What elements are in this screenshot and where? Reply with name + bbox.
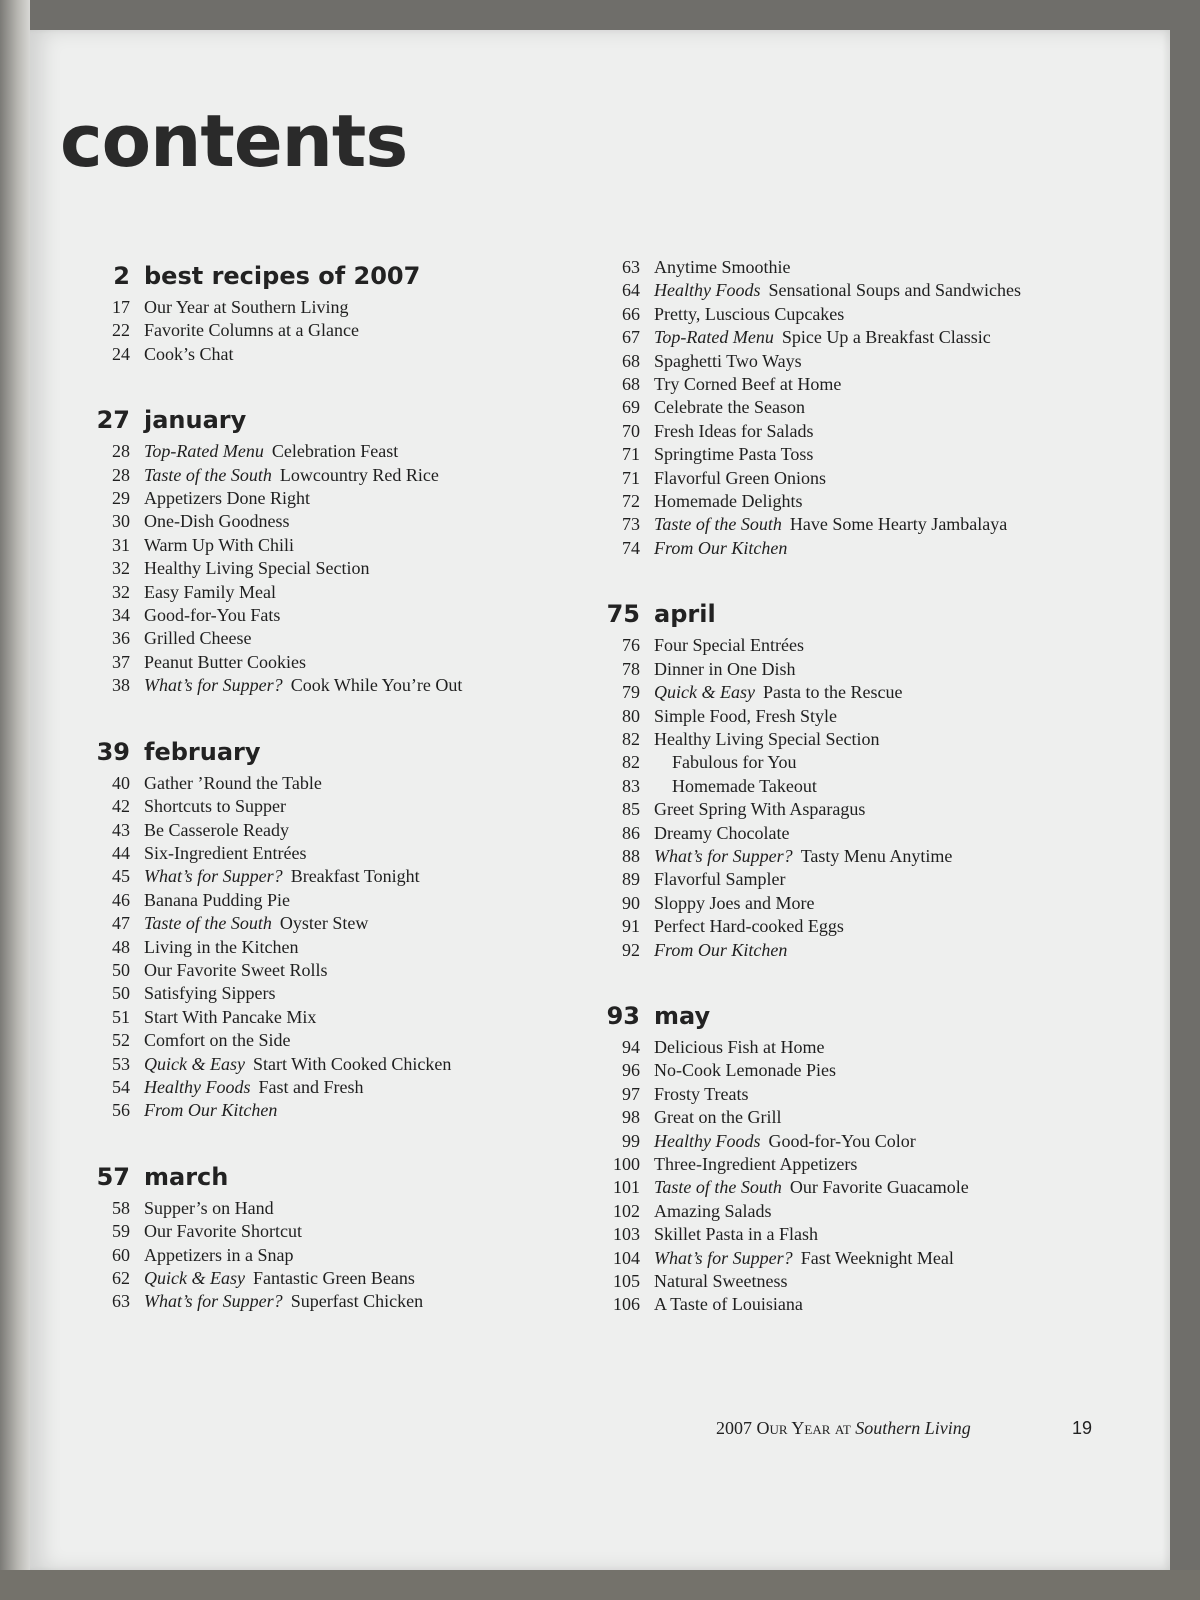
entry-title: Lowcountry Red Rice [279, 464, 439, 485]
section-title: march [144, 1162, 229, 1191]
entry-page-number: 104 [613, 1247, 640, 1268]
section-title: january [144, 406, 247, 435]
section-heading [82, 1163, 542, 1191]
entry-page-number: 100 [613, 1154, 640, 1174]
entry-page-number: 31 [112, 534, 130, 555]
toc-entry [82, 1099, 542, 1122]
entry-page-number: 80 [622, 705, 640, 726]
entry-page-number: 29 [112, 488, 130, 509]
toc-entry [592, 256, 1062, 279]
toc-entry [82, 296, 542, 319]
footer-series: Our Year at [756, 1418, 851, 1438]
toc-entry [82, 819, 542, 842]
section-page-number: 2 [113, 262, 130, 290]
entry-column-name: Quick & Easy [654, 682, 755, 703]
toc-entry [592, 892, 1062, 915]
entry-title: A Taste of Louisiana [654, 1294, 803, 1315]
toc-section [82, 406, 542, 697]
entry-column-name: Quick & Easy [144, 1053, 245, 1074]
toc-entry [592, 1059, 1062, 1082]
entry-page-number: 83 [622, 775, 640, 796]
entry-page-number: 38 [112, 675, 130, 696]
toc-entry [82, 1290, 542, 1313]
toc-entry [82, 440, 542, 463]
entry-page-number: 72 [622, 491, 640, 512]
entry-title: Perfect Hard-cooked Eggs [654, 916, 844, 937]
entry-column-name: What’s for Supper? [654, 845, 793, 866]
toc-entry [592, 513, 1062, 536]
toc-entry [592, 420, 1062, 443]
entry-page-number: 28 [112, 464, 130, 485]
toc-entry [82, 604, 542, 627]
toc-entry [592, 443, 1062, 466]
toc-entry [82, 319, 542, 342]
toc-entry [592, 915, 1062, 938]
entry-column-name: Taste of the South [654, 1177, 782, 1198]
entry-title: Good-for-You Color [768, 1130, 916, 1151]
entry-title: Dreamy Chocolate [654, 822, 790, 843]
entry-title: Dinner in One Dish [654, 658, 796, 679]
entry-column-name: Top-Rated Menu [144, 441, 264, 462]
toc-entry [82, 674, 542, 697]
toc-entry [82, 343, 542, 366]
section-page-number: 57 [96, 1162, 130, 1191]
entry-title: Shortcuts to Supper [144, 796, 286, 817]
entry-title: Try Corned Beef at Home [654, 374, 842, 395]
toc-entry [592, 705, 1062, 728]
entry-page-number: 40 [112, 772, 130, 793]
entry-page-number: 85 [622, 799, 640, 820]
entry-page-number: 44 [112, 842, 130, 863]
page-number: 19 [1072, 1418, 1093, 1438]
entry-title: Four Special Entrées [654, 635, 804, 656]
toc-entry [82, 936, 542, 959]
toc-entry [592, 490, 1062, 513]
entry-title: Skillet Pasta in a Flash [654, 1224, 818, 1245]
toc-entry [592, 845, 1062, 868]
toc-entry [592, 751, 1062, 774]
entry-page-number: 34 [112, 605, 130, 626]
entry-title: Homemade Takeout [672, 775, 817, 796]
toc-entry [592, 350, 1062, 373]
entry-title: Cook While You’re Out [290, 675, 463, 696]
toc-entry [82, 889, 542, 912]
book-spine [0, 0, 30, 1600]
entry-title: Flavorful Sampler [654, 869, 786, 890]
entry-title: Our Year at Southern Living [144, 297, 349, 317]
entry-title: Cook’s Chat [144, 343, 234, 364]
toc-entry [592, 1223, 1062, 1246]
toc-entry [82, 959, 542, 982]
entry-title: Our Favorite Sweet Rolls [144, 959, 328, 980]
entry-page-number: 79 [622, 682, 640, 703]
entry-page-number: 53 [112, 1053, 130, 1074]
entry-page-number: 96 [622, 1060, 640, 1081]
entry-page-number: 71 [622, 444, 640, 465]
entry-title: Banana Pudding Pie [144, 889, 290, 910]
toc-entry [82, 772, 542, 795]
section-heading [592, 600, 1062, 628]
toc-entry [592, 373, 1062, 396]
toc-entry [592, 1130, 1062, 1153]
entry-page-number: 69 [622, 397, 640, 418]
entry-title: Simple Food, Fresh Style [654, 705, 838, 726]
entry-title: Healthy Living Special Section [144, 558, 370, 579]
right-column [592, 256, 1062, 1357]
entry-title: Celebration Feast [271, 441, 399, 462]
toc-entry [592, 1247, 1062, 1270]
toc-entry [592, 775, 1062, 798]
toc-entry [82, 912, 542, 935]
toc-section [82, 262, 542, 366]
entry-page-number: 45 [112, 866, 130, 887]
entry-title: Healthy Living Special Section [654, 728, 880, 749]
toc-entry [82, 1220, 542, 1243]
section-heading [82, 262, 542, 290]
entry-title: Have Some Hearty Jambalaya [789, 514, 1008, 535]
entry-title: Fast and Fresh [258, 1076, 364, 1097]
toc-entry [82, 464, 542, 487]
entry-page-number: 50 [112, 983, 130, 1004]
toc-section [592, 600, 1062, 962]
left-column [82, 262, 542, 1354]
entry-page-number: 78 [622, 658, 640, 679]
entry-page-number: 68 [622, 350, 640, 371]
entry-page-number: 51 [112, 1006, 130, 1027]
toc-entry [592, 1176, 1062, 1199]
section-heading [592, 1002, 1062, 1030]
entry-title: Frosty Treats [654, 1083, 749, 1104]
entry-title: Sloppy Joes and More [654, 892, 815, 913]
entry-title: Anytime Smoothie [654, 257, 791, 277]
entry-title: Flavorful Green Onions [654, 467, 826, 488]
toc-entry [82, 581, 542, 604]
entry-column-name: Quick & Easy [144, 1268, 245, 1288]
entry-page-number: 60 [112, 1244, 130, 1265]
entry-page-number: 43 [112, 819, 130, 840]
entry-column-name: What’s for Supper? [144, 675, 283, 696]
toc-entry [82, 627, 542, 650]
entry-page-number: 52 [112, 1030, 130, 1051]
entry-title: Appetizers in a Snap [144, 1244, 294, 1265]
toc-entry [592, 396, 1062, 419]
entry-title: Peanut Butter Cookies [144, 651, 306, 672]
entry-page-number: 32 [112, 558, 130, 579]
entry-title: Comfort on the Side [144, 1030, 291, 1051]
section-title: may [654, 1001, 711, 1030]
entry-title: Springtime Pasta Toss [654, 444, 814, 465]
toc-entry [592, 728, 1062, 751]
section-heading [82, 406, 542, 434]
entry-page-number: 22 [112, 320, 130, 341]
toc-entry [82, 1053, 542, 1076]
entry-page-number: 86 [622, 822, 640, 843]
entry-page-number: 64 [622, 280, 640, 301]
toc-entry [592, 467, 1062, 490]
entry-page-number: 91 [622, 916, 640, 937]
toc-entry [82, 982, 542, 1005]
entry-page-number: 90 [622, 892, 640, 913]
entry-title: Delicious Fish at Home [654, 1036, 825, 1057]
entry-title: Three-Ingredient Appetizers [654, 1154, 858, 1174]
entry-title: Fast Weeknight Meal [800, 1247, 954, 1268]
entry-page-number: 50 [112, 959, 130, 980]
entry-title: Great on the Grill [654, 1107, 782, 1128]
entry-page-number: 71 [622, 467, 640, 488]
entry-column-name: Taste of the South [144, 464, 272, 485]
entry-title: Favorite Columns at a Glance [144, 320, 359, 341]
entry-title: Fantastic Green Beans [252, 1268, 415, 1288]
entry-page-number: 106 [613, 1294, 640, 1315]
toc-entry [592, 1293, 1062, 1316]
entry-page-number: 54 [112, 1076, 130, 1097]
entry-page-number: 63 [622, 257, 640, 277]
entry-page-number: 76 [622, 635, 640, 656]
toc-entry [592, 1106, 1062, 1129]
toc-entry [82, 842, 542, 865]
entry-page-number: 101 [613, 1177, 640, 1198]
toc-entry [592, 279, 1062, 302]
entry-page-number: 70 [622, 420, 640, 441]
entry-page-number: 94 [622, 1036, 640, 1057]
toc-entry [592, 326, 1062, 349]
section-heading [82, 738, 542, 766]
entry-title: Easy Family Meal [144, 581, 276, 602]
entry-title: Amazing Salads [654, 1200, 772, 1221]
entry-column-name: From Our Kitchen [144, 1100, 278, 1121]
entry-page-number: 47 [112, 913, 130, 934]
entry-title: Natural Sweetness [654, 1271, 788, 1292]
toc-entry [592, 939, 1062, 962]
entry-page-number: 67 [622, 327, 640, 348]
entry-page-number: 66 [622, 303, 640, 324]
entry-title: Pasta to the Rescue [762, 682, 903, 703]
entry-title: Start With Pancake Mix [144, 1006, 317, 1027]
entry-column-name: From Our Kitchen [654, 939, 788, 960]
entry-page-number: 82 [622, 752, 640, 773]
entry-page-number: 88 [622, 845, 640, 866]
entry-page-number: 28 [112, 441, 130, 462]
toc-entry [592, 681, 1062, 704]
entry-title: No-Cook Lemonade Pies [654, 1060, 836, 1081]
entry-column-name: Healthy Foods [654, 1130, 761, 1151]
entry-column-name: From Our Kitchen [654, 537, 788, 558]
entry-title: Celebrate the Season [654, 397, 805, 418]
entry-title: Our Favorite Shortcut [144, 1221, 302, 1242]
entry-page-number: 30 [112, 511, 130, 532]
entry-title: Living in the Kitchen [144, 936, 299, 957]
entry-title: Gather ’Round the Table [144, 772, 322, 793]
entry-title: Pretty, Luscious Cupcakes [654, 303, 845, 324]
page-title: contents [60, 99, 408, 183]
toc-entry [592, 1036, 1062, 1059]
entry-page-number: 99 [622, 1130, 640, 1151]
entry-title: Warm Up With Chili [144, 534, 294, 555]
entry-page-number: 58 [112, 1197, 130, 1218]
entry-page-number: 89 [622, 869, 640, 890]
entry-title: Oyster Stew [279, 913, 369, 934]
toc-entry [592, 1270, 1062, 1293]
toc-entry [82, 651, 542, 674]
entry-column-name: Top-Rated Menu [654, 327, 774, 348]
entry-title: Our Favorite Guacamole [789, 1177, 969, 1198]
entry-page-number: 37 [112, 651, 130, 672]
running-footer [716, 1418, 971, 1439]
entry-page-number: 63 [112, 1291, 130, 1312]
toc-entry [592, 658, 1062, 681]
section-page-number: 39 [96, 737, 130, 766]
toc-section [82, 1163, 542, 1314]
toc-entry [82, 557, 542, 580]
toc-entry [592, 798, 1062, 821]
entry-page-number: 42 [112, 796, 130, 817]
entry-title: Grilled Cheese [144, 628, 252, 649]
entry-page-number: 56 [112, 1100, 130, 1121]
toc-entry [82, 1197, 542, 1220]
entry-title: Good-for-You Fats [144, 605, 281, 626]
entry-title: Superfast Chicken [290, 1291, 424, 1312]
entry-column-name: Healthy Foods [654, 280, 761, 301]
toc-entry [82, 510, 542, 533]
toc-section [82, 738, 542, 1123]
toc-entry [82, 487, 542, 510]
entry-page-number: 97 [622, 1083, 640, 1104]
entry-page-number: 32 [112, 581, 130, 602]
toc-entry [82, 1267, 542, 1290]
footer-year: 2007 [716, 1418, 752, 1438]
entry-title: Tasty Menu Anytime [800, 845, 953, 866]
entry-page-number: 73 [622, 514, 640, 535]
entry-page-number: 103 [613, 1224, 640, 1245]
entry-title: Fabulous for You [672, 752, 797, 773]
entry-page-number: 59 [112, 1221, 130, 1242]
table-surface [0, 1570, 1200, 1600]
entry-page-number: 62 [112, 1268, 130, 1288]
section-page-number: 27 [96, 406, 130, 435]
entry-column-name: Taste of the South [654, 514, 782, 535]
toc-entry [592, 303, 1062, 326]
section-title: february [144, 737, 261, 766]
section-title: best recipes of 2007 [144, 262, 421, 290]
toc-entry [592, 822, 1062, 845]
entry-page-number: 74 [622, 537, 640, 558]
toc-entry [592, 1153, 1062, 1176]
entry-page-number: 98 [622, 1107, 640, 1128]
section-page-number: 75 [606, 600, 640, 629]
entry-column-name: What’s for Supper? [144, 866, 283, 887]
entry-title: Be Casserole Ready [144, 819, 289, 840]
entry-title: Supper’s on Hand [144, 1197, 274, 1218]
entry-page-number: 68 [622, 374, 640, 395]
toc-entry [592, 1083, 1062, 1106]
entry-title: Greet Spring With Asparagus [654, 799, 866, 820]
toc-entry [592, 634, 1062, 657]
entry-page-number: 105 [613, 1271, 640, 1292]
section-title: april [654, 600, 716, 629]
entry-page-number: 36 [112, 628, 130, 649]
toc-entry [592, 868, 1062, 891]
section-page-number: 93 [606, 1001, 640, 1030]
toc-entry [82, 534, 542, 557]
toc-section [592, 256, 1062, 560]
entry-page-number: 92 [622, 939, 640, 960]
entry-title: Spice Up a Breakfast Classic [781, 327, 991, 348]
entry-page-number: 46 [112, 889, 130, 910]
toc-entry [82, 1006, 542, 1029]
entry-title: One-Dish Goodness [144, 511, 290, 532]
entry-title: Homemade Delights [654, 491, 803, 512]
entry-column-name: What’s for Supper? [654, 1247, 793, 1268]
entry-title: Fresh Ideas for Salads [654, 420, 814, 441]
toc-entry [82, 795, 542, 818]
footer-brand: Southern Living [855, 1418, 971, 1438]
entry-title: Start With Cooked Chicken [252, 1053, 452, 1074]
entry-title: Satisfying Sippers [144, 983, 276, 1004]
toc-entry [82, 1244, 542, 1267]
entry-page-number: 82 [622, 728, 640, 749]
entry-title: Six-Ingredient Entrées [144, 842, 307, 863]
entry-page-number: 17 [112, 297, 130, 317]
entry-column-name: Healthy Foods [144, 1076, 251, 1097]
toc-entry [82, 865, 542, 888]
entry-column-name: Taste of the South [144, 913, 272, 934]
entry-page-number: 48 [112, 936, 130, 957]
toc-entry [82, 1029, 542, 1052]
toc-entry [82, 1076, 542, 1099]
toc-entry [592, 1200, 1062, 1223]
entry-title: Spaghetti Two Ways [654, 350, 802, 371]
toc-section [592, 1002, 1062, 1317]
entry-title: Sensational Soups and Sandwiches [768, 280, 1021, 301]
entry-page-number: 24 [112, 343, 130, 364]
entry-title: Breakfast Tonight [290, 866, 420, 887]
entry-page-number: 102 [613, 1200, 640, 1221]
entry-column-name: What’s for Supper? [144, 1291, 283, 1312]
toc-entry [592, 537, 1062, 560]
entry-title: Appetizers Done Right [144, 488, 310, 509]
